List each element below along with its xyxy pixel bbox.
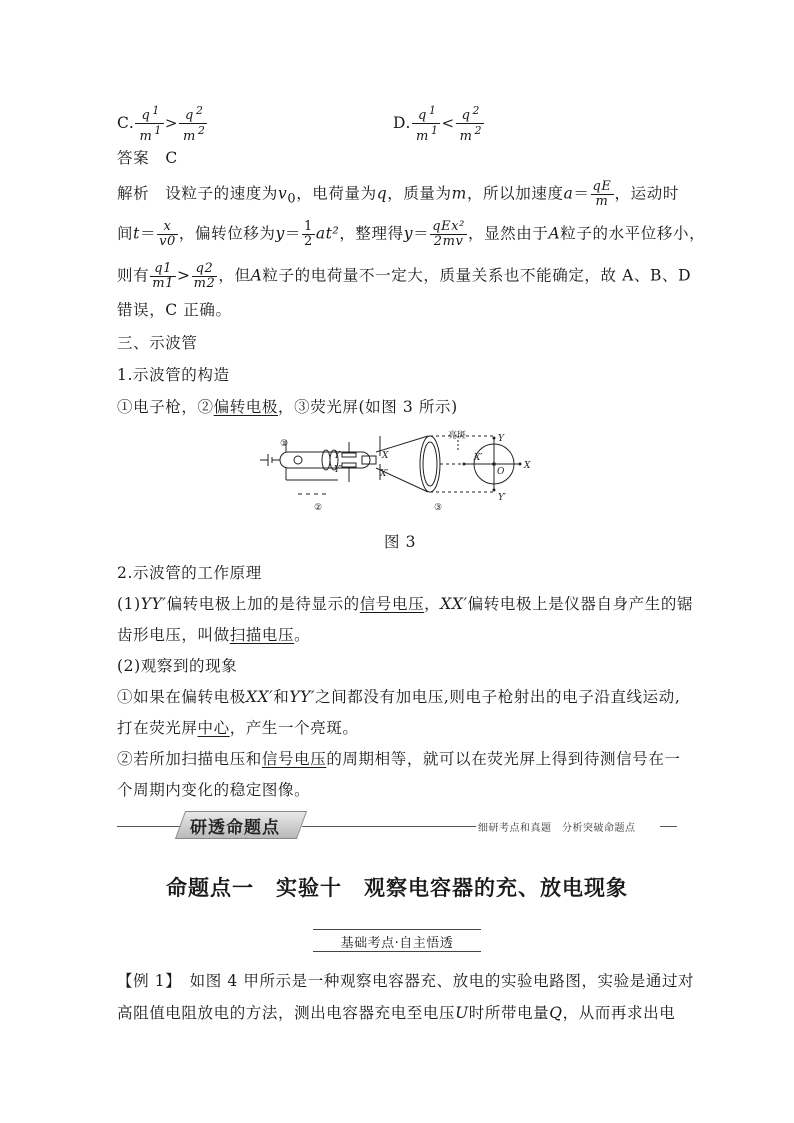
frac-num: qEx² [432,219,465,234]
text: ①电子枪，② [117,398,214,416]
frac-den: m [459,128,473,144]
ratio-fraction-1 [150,262,176,291]
answer-label: 答案 [117,149,150,167]
text: ，质量为 [387,184,452,203]
topic-heading: 命题点一 实验十 观察电容器的充、放电现象 [166,876,628,900]
section-title: 三、示波管 [117,334,198,352]
option-d-frac2 [456,104,484,144]
label-x: X [382,451,389,461]
frac-den: m1 [152,276,175,291]
sup: 1 [152,104,160,117]
oscilloscope-diagram [258,430,548,516]
frac-den: m [416,128,429,144]
text: 粒子的电荷量不一定大，质量关系也不能确定，故 A、B、D [262,266,692,285]
eq: ＝ [284,224,301,243]
example-line-2 [117,1001,675,1023]
option-d-frac1 [412,104,440,144]
text: ，显然由于 [467,224,549,243]
var: a [563,184,574,203]
banner-subtitle: 细研考点和真题 分析突破命题点 [478,823,636,834]
var: at² [315,224,340,243]
var: y [275,224,285,243]
observation-1-line-1 [117,685,680,707]
underlined-term: 中心 [197,719,230,737]
principle-line-1 [117,592,693,614]
sup: 1 [428,104,437,117]
text: ，整理得 [339,224,404,243]
frac-num: 1 [303,219,313,234]
subheading-rule-top [313,929,481,930]
frac-den: m [595,194,609,209]
var: m [451,184,467,203]
var: U [455,1004,469,1022]
text: 间 [117,224,134,243]
subsection-2-title: 2.示波管的工作原理 [117,564,262,582]
analysis-line-2 [117,220,705,249]
label-circle-2: ② [314,503,323,513]
text: ，所以加速度 [466,184,564,203]
underlined-term: 信号电压 [261,750,327,768]
text: 的周期相等，就可以在荧光屏上得到待测信号在一 [326,750,681,768]
var: YY′ [140,595,167,613]
compare-op: > [164,113,179,132]
observation-title: (2)观察到的现象 [117,657,238,675]
text: 之间都没有加电压,则电子枪射出的电子沿直线运动, [315,688,681,706]
text: 。 [294,626,311,644]
frac-num: q [185,108,194,124]
answer-value: C [165,149,178,167]
sub: 0 [287,191,297,207]
var: v [278,184,288,203]
deflection-fraction [430,220,467,249]
text: ，电荷量为 [296,184,377,203]
frac-num: q2 [192,262,218,277]
banner-title: 研透命题点 [190,818,280,838]
text: 和 [273,688,290,706]
example-line-1: 【例 1】 如图 4 甲所示是一种观察电容器充、放电的实验电路图，实验是通过对 [117,972,695,990]
half-fraction [302,220,315,249]
text: ①如果在偏转电极 [117,688,246,706]
observation-2-line-2: 个周期内变化的稳定图像。 [117,781,311,799]
analysis-line-1 [117,180,679,209]
ratio-fraction-2 [192,262,218,291]
label-y-prime: Y′ [334,465,342,475]
text: 解析 设粒子的速度为 [117,184,279,203]
label-origin: O [497,467,505,477]
sup: 2 [197,124,206,138]
sup: 2 [472,104,481,117]
frac-num: q [461,108,471,124]
frac-den: 2 [303,234,313,249]
frac-den: m2 [193,276,216,291]
banner-rule-right [660,826,677,827]
var: YY′ [289,688,316,706]
label-circle-3: ③ [434,503,443,513]
text: 粒子的水平位移小， [560,224,706,243]
underlined-term: 偏转电极 [213,398,279,416]
answer-line [117,146,178,168]
text: ， [424,595,441,613]
frac-num: qE [592,179,612,194]
option-c-frac1 [135,104,163,144]
var: A [548,224,561,243]
text: 齿形电压，叫做 [117,626,230,644]
banner-rule-left [117,826,182,827]
option-c-frac2 [179,104,207,144]
frac-den: m [139,128,153,144]
frac-num: x [157,220,178,235]
accel-fraction [591,180,614,209]
underlined-term: 扫描电压 [229,626,295,644]
text: ，产生一个亮斑。 [229,719,359,737]
label-x-prime: X′ [380,469,389,479]
eq: ＝ [573,184,590,203]
underlined-term: 信号电压 [359,595,425,613]
analysis-line-4: 错误，C 正确。 [117,301,232,319]
compare-op: > [177,266,191,285]
text: 偏转电极上是仪器自身产生的锯 [467,595,694,613]
sup: 2 [195,104,204,117]
banner-rule-mid [302,826,476,827]
sup: 1 [154,124,162,138]
text: 时所带电量 [468,1004,550,1022]
principle-line-2 [117,623,310,645]
label-bright-spot: 亮斑 [448,431,467,441]
text: ，运动时 [614,184,679,203]
sup: 2 [474,124,483,138]
figure-caption: 图 3 [384,533,417,551]
text: ，从而再求出电 [562,1004,676,1022]
var: q [376,184,388,203]
var: XX′ [245,688,274,706]
text: ，但 [218,266,251,285]
subheading-rule-bottom [313,951,481,952]
frac-num: q [418,108,427,124]
text: (1) [117,595,141,613]
text: ，③荧光屏(如图 3 所示) [278,398,458,416]
observation-1-line-2 [117,716,359,738]
analysis-line-3 [117,262,691,291]
time-fraction [157,220,178,249]
option-d [393,104,485,144]
frac-den: m [183,128,196,144]
option-d-label: D. [393,113,412,132]
var: t [133,224,140,243]
label-x-prime-right: X′ [474,453,483,463]
var: y [403,224,414,243]
sup: 1 [430,124,439,138]
var: XX′ [440,595,468,613]
text: 高阻值电阻放电的方法，测出电容器充电至电压 [117,1004,456,1022]
observation-2-line-1 [117,747,681,769]
label-circle-1: ① [280,439,289,449]
text: 则有 [117,266,150,285]
text: ②若所加扫描电压和 [117,750,262,768]
structure-line [117,395,458,417]
label-y-prime-right: Y′ [498,493,506,503]
compare-op: < [441,113,455,132]
text: 偏转电极上加的是待显示的 [166,595,360,613]
frac-den: 2mv [433,234,464,249]
option-c-label: C. [117,113,135,132]
label-y-right: Y [498,434,504,444]
label-y: Y [334,451,340,461]
frac-den: v0 [159,234,176,249]
eq: ＝ [413,224,430,243]
subheading: 基础考点·自主悟透 [340,936,454,951]
var: Q [549,1004,563,1022]
text: 打在荧光屏 [117,719,198,737]
frac-num: q [141,108,151,124]
option-c [117,104,208,144]
label-x-right: X [524,461,531,471]
text: ，偏转位移为 [178,224,276,243]
var: A [250,266,263,285]
eq: ＝ [139,224,157,243]
subsection-1-title: 1.示波管的构造 [117,366,230,384]
frac-num: q1 [150,262,176,277]
